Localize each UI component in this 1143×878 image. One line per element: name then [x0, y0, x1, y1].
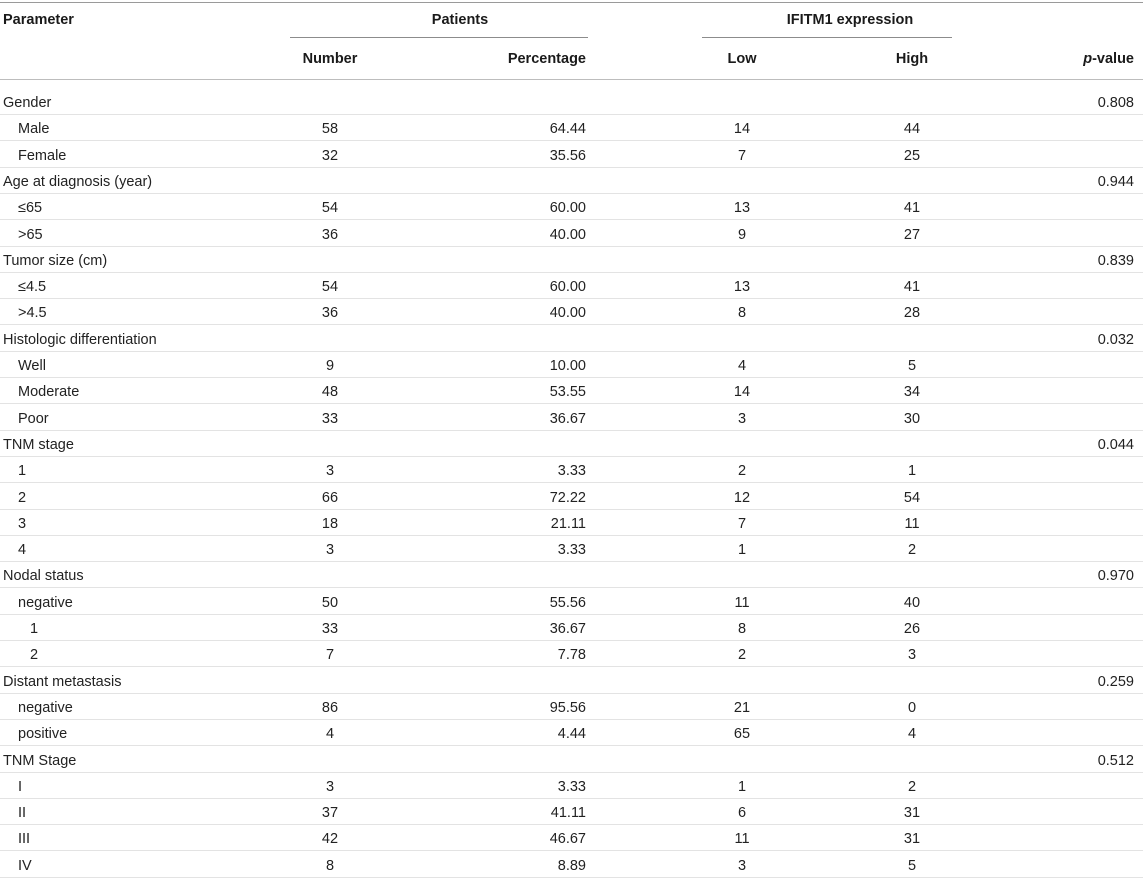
- row-high: 41: [903, 279, 921, 295]
- row-high: 11: [904, 516, 920, 532]
- row-high: 40: [903, 595, 921, 611]
- row-percentage: 36.67: [549, 411, 586, 427]
- row-percentage: 41.11: [550, 805, 586, 821]
- row-label: TNM Stage: [3, 753, 77, 769]
- header-low: Low: [727, 51, 757, 67]
- row-low: 1: [737, 542, 747, 558]
- row-number: 37: [321, 805, 339, 821]
- row-divider: [0, 482, 1143, 483]
- row-label: Age at diagnosis (year): [3, 174, 153, 190]
- row-p-value: 0.944: [1097, 174, 1134, 190]
- row-percentage: 3.33: [557, 463, 586, 479]
- row-number: 7: [325, 647, 335, 663]
- row-label: Female: [18, 148, 67, 164]
- row-label: Tumor size (cm): [3, 253, 108, 269]
- row-low: 1: [737, 779, 747, 795]
- row-number: 8: [325, 858, 335, 874]
- row-number: 54: [321, 279, 339, 295]
- row-percentage: 40.00: [549, 227, 586, 243]
- row-number: 42: [321, 831, 339, 847]
- row-percentage: 72.22: [549, 490, 586, 506]
- row-divider: [0, 377, 1143, 378]
- row-label: Gender: [3, 95, 52, 111]
- row-low: 65: [733, 726, 751, 742]
- row-percentage: 35.56: [549, 148, 586, 164]
- row-high: 25: [903, 148, 921, 164]
- row-percentage: 3.33: [557, 542, 586, 558]
- row-label: I: [18, 779, 23, 795]
- row-number: 32: [321, 148, 339, 164]
- row-label: ≤4.5: [18, 279, 47, 295]
- row-label: 3: [18, 516, 27, 532]
- row-divider: [0, 430, 1143, 431]
- row-number: 58: [321, 121, 339, 137]
- row-high: 2: [907, 779, 917, 795]
- row-percentage: 95.56: [549, 700, 586, 716]
- header-p-italic: p: [1083, 51, 1093, 67]
- row-percentage: 4.44: [557, 726, 586, 742]
- row-divider: [0, 324, 1143, 325]
- row-label: IV: [18, 858, 32, 874]
- row-percentage: 21.11: [550, 516, 586, 532]
- row-low: 2: [737, 647, 747, 663]
- row-number: 3: [325, 779, 335, 795]
- row-low: 14: [733, 384, 751, 400]
- row-percentage: 3.33: [557, 779, 586, 795]
- row-low: 8: [737, 305, 747, 321]
- row-high: 54: [903, 490, 921, 506]
- row-percentage: 60.00: [549, 200, 586, 216]
- row-divider: [0, 298, 1143, 299]
- row-percentage: 46.67: [549, 831, 586, 847]
- row-number: 54: [321, 200, 339, 216]
- row-high: 28: [903, 305, 921, 321]
- row-p-value: 0.970: [1097, 568, 1134, 584]
- row-label: >4.5: [18, 305, 47, 321]
- row-percentage: 36.67: [549, 621, 586, 637]
- row-label: 1: [30, 621, 39, 637]
- row-low: 14: [733, 121, 751, 137]
- header-parameter: Parameter: [3, 12, 74, 28]
- table-top-rule: [0, 2, 1143, 3]
- row-low: 3: [737, 411, 747, 427]
- row-divider: [0, 219, 1143, 220]
- row-divider: [0, 167, 1143, 168]
- row-label: 1: [18, 463, 27, 479]
- row-high: 27: [903, 227, 921, 243]
- row-number: 50: [321, 595, 339, 611]
- row-high: 26: [903, 621, 921, 637]
- row-divider: [0, 561, 1143, 562]
- row-high: 31: [903, 805, 921, 821]
- row-divider: [0, 351, 1143, 352]
- row-high: 41: [903, 200, 921, 216]
- row-high: 31: [903, 831, 921, 847]
- row-divider: [0, 614, 1143, 615]
- row-high: 1: [907, 463, 917, 479]
- header-p-rest: -value: [1092, 51, 1134, 67]
- row-number: 4: [325, 726, 335, 742]
- row-divider: [0, 272, 1143, 273]
- row-low: 11: [734, 831, 750, 847]
- row-percentage: 8.89: [557, 858, 586, 874]
- row-label: Nodal status: [3, 568, 84, 584]
- row-divider: [0, 587, 1143, 588]
- row-high: 30: [903, 411, 921, 427]
- row-label: TNM stage: [3, 437, 74, 453]
- row-number: 33: [321, 411, 339, 427]
- row-number: 36: [321, 305, 339, 321]
- row-divider: [0, 114, 1143, 115]
- row-number: 3: [325, 542, 335, 558]
- row-high: 5: [907, 358, 917, 374]
- row-label: Moderate: [18, 384, 80, 400]
- row-label: II: [18, 805, 27, 821]
- row-low: 8: [737, 621, 747, 637]
- row-number: 33: [321, 621, 339, 637]
- header-high: High: [895, 51, 929, 67]
- row-divider: [0, 824, 1143, 825]
- header-p-value: [1040, 50, 1134, 68]
- row-divider: [0, 772, 1143, 773]
- row-divider: [0, 193, 1143, 194]
- row-low: 4: [737, 358, 747, 374]
- header-number: Number: [302, 51, 358, 67]
- row-divider: [0, 640, 1143, 641]
- row-label: ≤65: [18, 200, 43, 216]
- row-low: 2: [737, 463, 747, 479]
- row-divider: [0, 403, 1143, 404]
- row-number: 36: [321, 227, 339, 243]
- row-low: 13: [733, 279, 751, 295]
- row-divider: [0, 666, 1143, 667]
- row-percentage: 64.44: [549, 121, 586, 137]
- row-divider: [0, 535, 1143, 536]
- row-percentage: 10.00: [549, 358, 586, 374]
- row-label: 2: [30, 647, 39, 663]
- patients-span-rule: [290, 37, 588, 38]
- row-low: 13: [733, 200, 751, 216]
- row-divider: [0, 745, 1143, 746]
- row-number: 9: [325, 358, 335, 374]
- row-high: 4: [907, 726, 917, 742]
- row-number: 48: [321, 384, 339, 400]
- row-percentage: 53.55: [549, 384, 586, 400]
- row-low: 3: [737, 858, 747, 874]
- row-percentage: 60.00: [549, 279, 586, 295]
- row-label: negative: [18, 700, 73, 716]
- row-label: Distant metastasis: [3, 674, 122, 690]
- row-low: 9: [737, 227, 747, 243]
- row-percentage: 7.78: [557, 647, 586, 663]
- row-p-value: 0.512: [1097, 753, 1134, 769]
- row-label: positive: [18, 726, 68, 742]
- row-high: 34: [903, 384, 921, 400]
- row-high: 3: [907, 647, 917, 663]
- row-label: 2: [18, 490, 27, 506]
- row-low: 21: [733, 700, 751, 716]
- row-label: Poor: [18, 411, 49, 427]
- row-percentage: 55.56: [549, 595, 586, 611]
- row-label: >65: [18, 227, 43, 243]
- row-high: 44: [903, 121, 921, 137]
- row-p-value: 0.032: [1097, 332, 1134, 348]
- row-label: Histologic differentiation: [3, 332, 157, 348]
- row-number: 66: [321, 490, 339, 506]
- row-label: 4: [18, 542, 27, 558]
- header-ifitm1-expression: IFITM1 expression: [786, 12, 914, 28]
- row-high: 0: [907, 700, 917, 716]
- row-low: 12: [733, 490, 751, 506]
- row-number: 86: [321, 700, 339, 716]
- row-divider: [0, 246, 1143, 247]
- row-number: 3: [325, 463, 335, 479]
- row-label: III: [18, 831, 31, 847]
- ifitm1-span-rule: [702, 37, 952, 38]
- row-low: 6: [737, 805, 747, 821]
- row-p-value: 0.808: [1097, 95, 1134, 111]
- row-label: Male: [18, 121, 50, 137]
- row-label: negative: [18, 595, 73, 611]
- row-divider: [0, 456, 1143, 457]
- row-divider: [0, 693, 1143, 694]
- row-number: 18: [321, 516, 339, 532]
- row-percentage: 40.00: [549, 305, 586, 321]
- row-divider: [0, 850, 1143, 851]
- row-high: 5: [907, 858, 917, 874]
- row-divider: [0, 140, 1143, 141]
- row-divider: [0, 509, 1143, 510]
- row-low: 11: [734, 595, 750, 611]
- row-p-value: 0.839: [1097, 253, 1134, 269]
- row-low: 7: [737, 516, 747, 532]
- row-p-value: 0.259: [1097, 674, 1134, 690]
- row-p-value: 0.044: [1097, 437, 1134, 453]
- header-patients: Patients: [431, 12, 489, 28]
- header-bottom-rule: [0, 79, 1143, 80]
- row-divider: [0, 719, 1143, 720]
- header-percentage: Percentage: [507, 51, 586, 67]
- row-label: Well: [18, 358, 46, 374]
- row-high: 2: [907, 542, 917, 558]
- row-divider: [0, 798, 1143, 799]
- row-low: 7: [737, 148, 747, 164]
